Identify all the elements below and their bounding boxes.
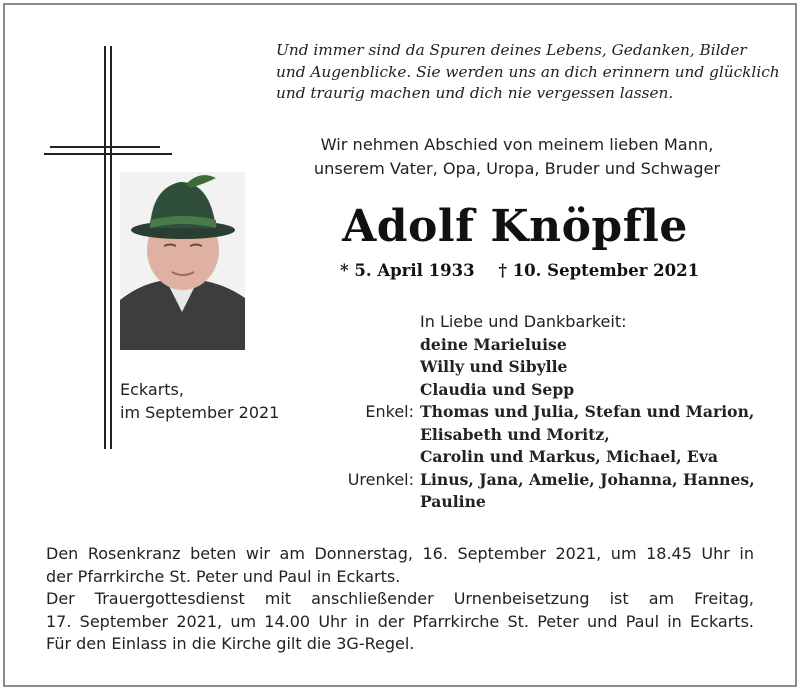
grandchildren-line: Carolin und Markus, Michael, Eva (420, 447, 718, 466)
family-member: deine Marieluise (420, 334, 567, 354)
service-notice (46, 543, 754, 656)
intro-line: Wir nehmen Abschied von meinem lieben Mann, (320, 135, 714, 154)
family-member: Willy und Sibylle (420, 357, 568, 376)
portrait-illustration (120, 172, 245, 350)
great-grandchildren-line: Pauline (420, 492, 486, 511)
intro-line: unserem Vater, Opa, Uropa, Bruder und Schwager (313, 159, 721, 178)
portrait-photo (120, 172, 245, 350)
notice-line: Für den Einlass in die Kirche gilt die 3G-Regel. (46, 634, 415, 653)
location-date (120, 378, 279, 424)
location-month: im September 2021 (120, 403, 280, 422)
mourners-intro: In Liebe und Dankbarkeit: (420, 312, 627, 331)
life-dates (340, 259, 740, 283)
grandchildren-line: Elisabeth und Moritz, (420, 424, 610, 444)
birth-date: * 5. April 1933 (340, 261, 475, 280)
notice-line: Den Rosenkranz beten wir am Donnerstag, 16. September 2021, um 18.45 Uhr in (46, 544, 754, 563)
grandchildren-line: Thomas und Julia, Stefan und Marion, (420, 402, 755, 421)
grandchildren-label: Enkel: (365, 402, 414, 421)
death-date: † 10. September 2021 (498, 261, 700, 280)
quote-line: und Augenblicke. Sie werden uns an dich erinnern und glücklich (276, 62, 780, 81)
family-member: Claudia und Sepp (420, 379, 575, 399)
great-grandchildren-line: Linus, Jana, Amelie, Johanna, Hannes, (420, 469, 755, 489)
location-place: Eckarts, (120, 380, 184, 399)
great-grandchildren-label: Urenkel: (347, 469, 414, 489)
memorial-quote (276, 40, 780, 105)
notice-line: Der Trauergottesdienst mit anschließender Urnenbeisetzung ist am Freitag, (46, 589, 754, 608)
quote-line: Und immer sind da Spuren deines Lebens, Gedanken, Bilder (276, 41, 747, 59)
notice-line: der Pfarrkirche St. Peter und Paul in Eckarts. (46, 566, 401, 586)
mourners-list (330, 311, 770, 514)
notice-line: 17. September 2021, um 14.00 Uhr in der Pfarrkirche St. Peter und Paul in Eckarts. (46, 611, 754, 631)
cross-arm (44, 146, 172, 156)
quote-line: und traurig machen und dich nie vergessen lassen. (276, 84, 674, 102)
farewell-intro (282, 133, 752, 181)
cross-icon (104, 46, 112, 449)
deceased-name: Adolf Knöpfle (342, 201, 688, 252)
